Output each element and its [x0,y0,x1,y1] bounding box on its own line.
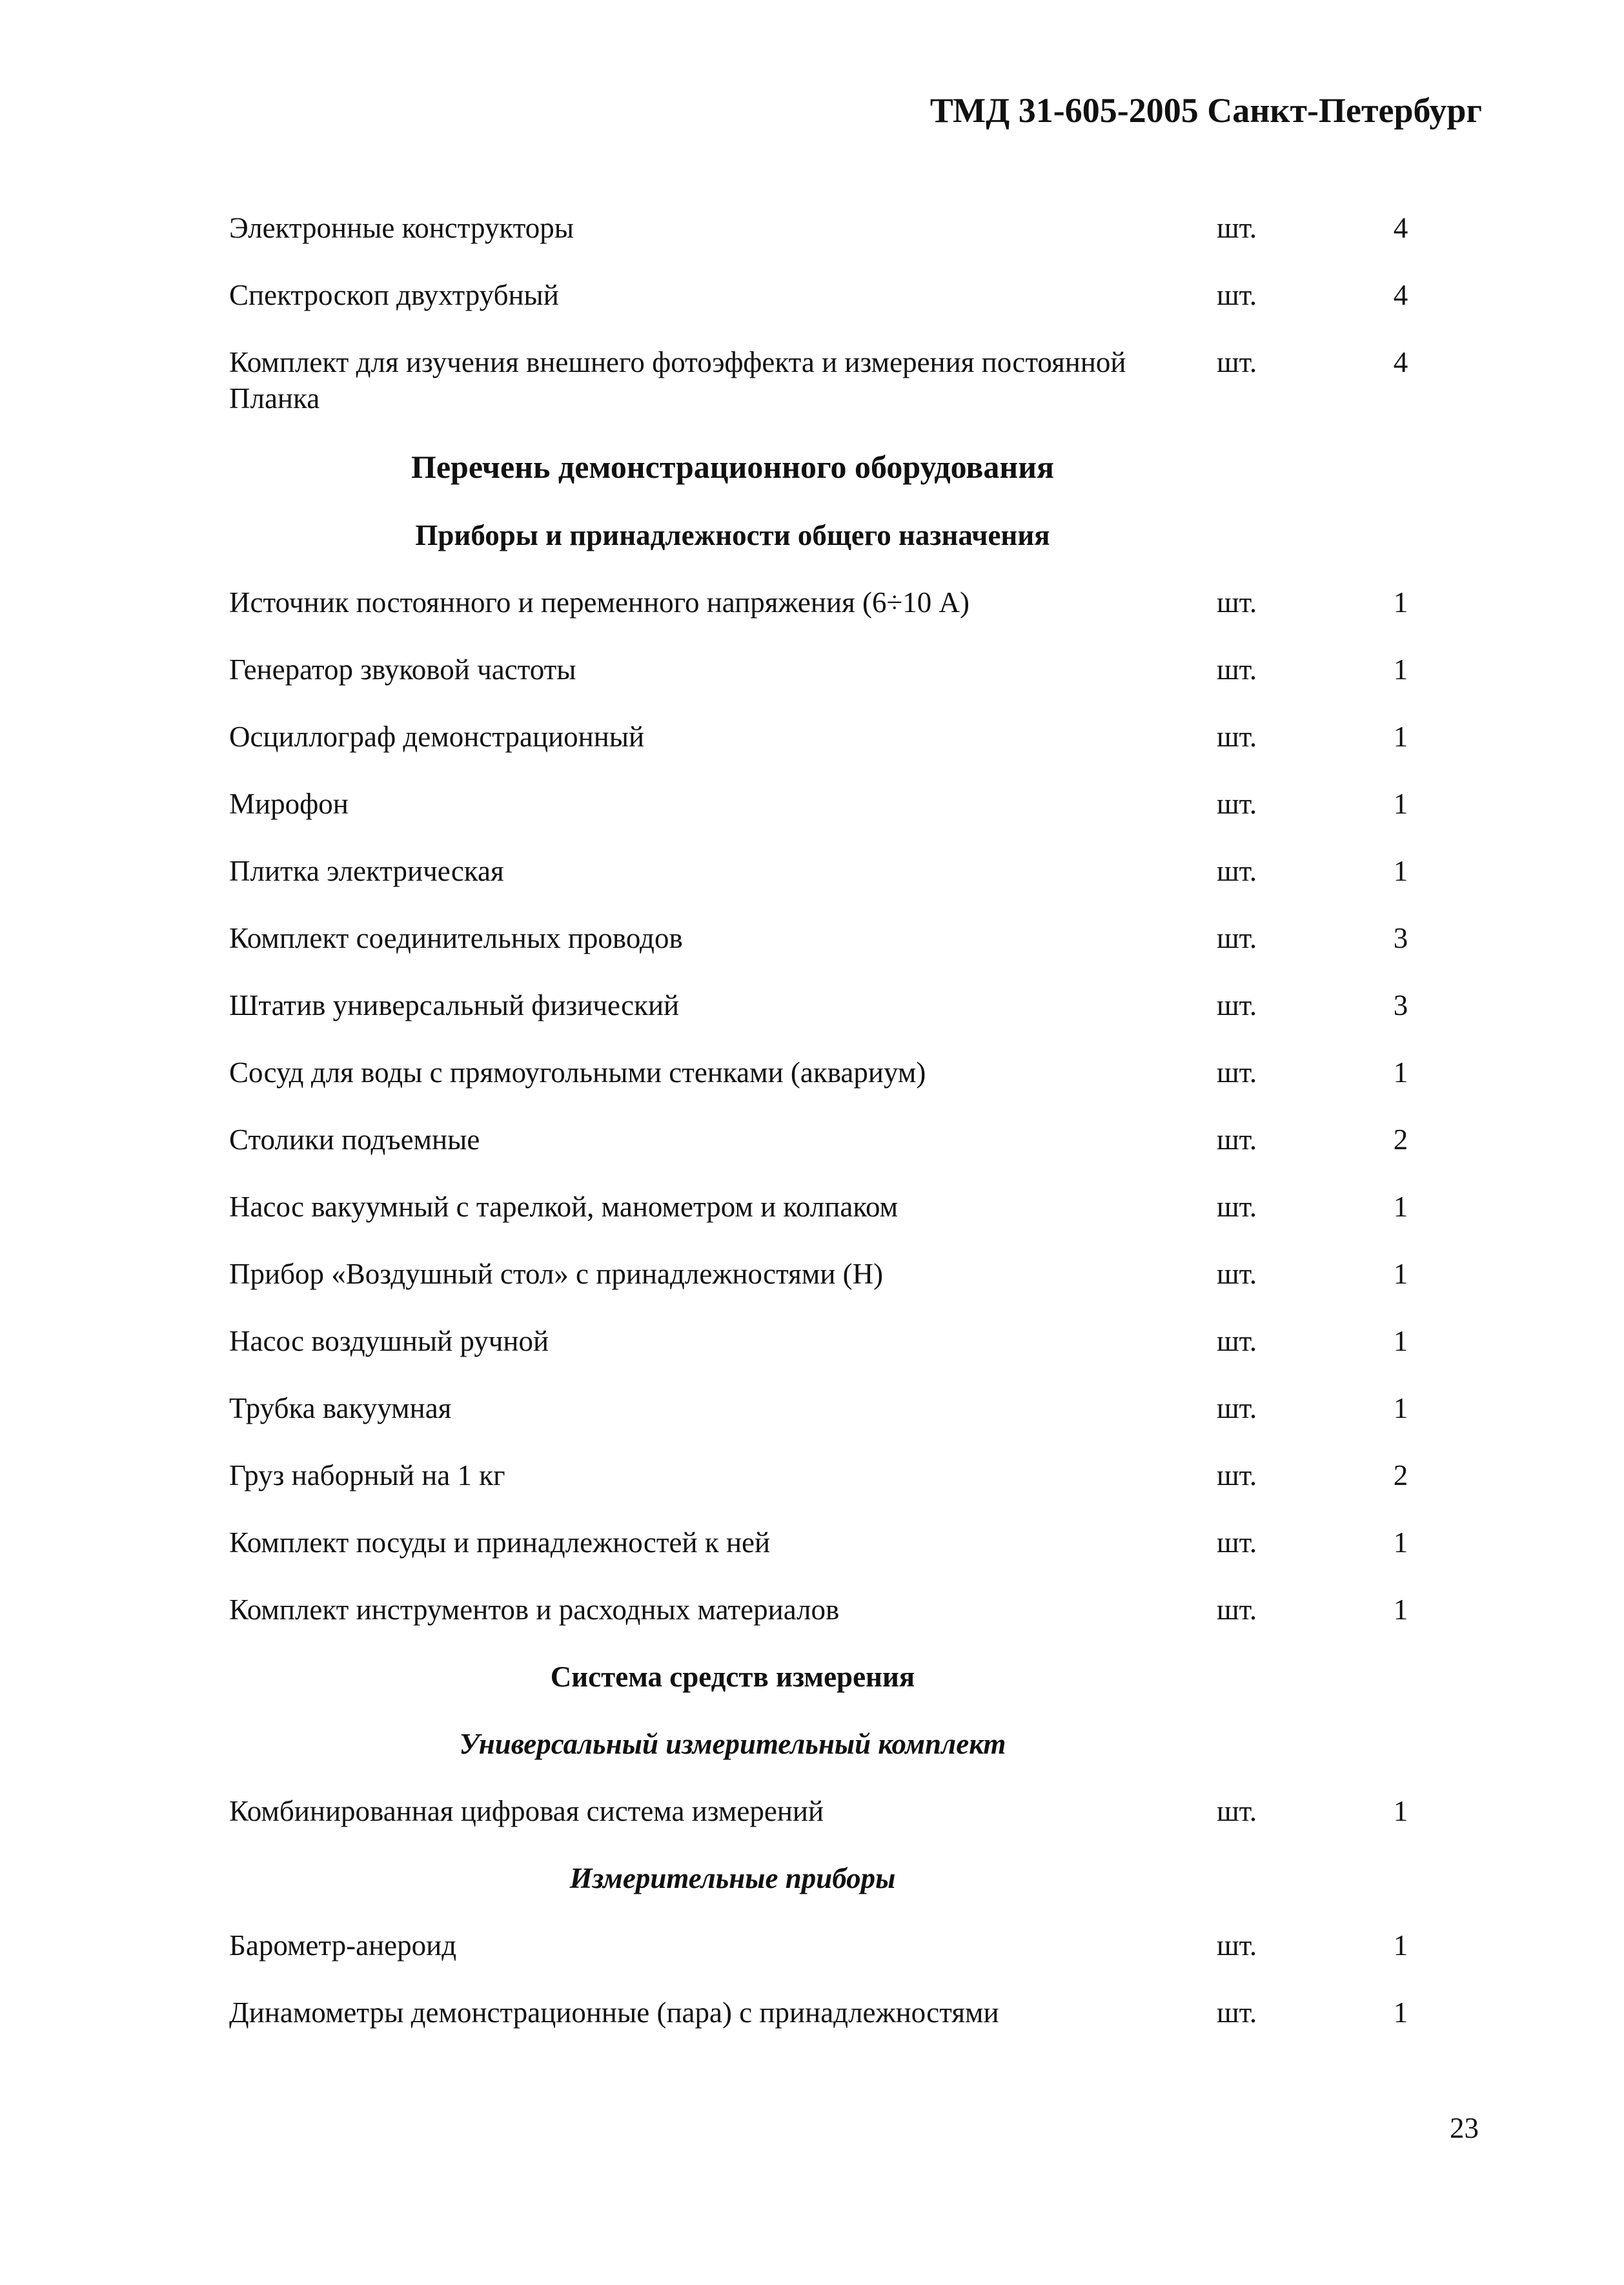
list-item [229,651,1485,688]
item-unit: шт. [1217,1593,1257,1626]
item-quantity: 3 [1393,989,1408,1021]
list-item [229,920,1485,956]
item-unit: шт. [1217,586,1257,619]
list-item [229,210,1485,246]
section-title-measurement-system: Система средств измерения [550,1661,915,1693]
list-item [229,1457,1485,1493]
item-unit: шт. [1217,1325,1257,1357]
section-subtitle-universal-kit: Универсальный измерительный комплект [459,1728,1006,1760]
item-quantity: 1 [1393,1795,1408,1827]
item-quantity: 1 [1393,1526,1408,1559]
item-unit: шт. [1217,721,1257,753]
list-item [229,277,1485,313]
item-name: Прибор «Воздушный стол» с принадлежностями (Н) [229,1258,884,1290]
list-item [229,1189,1485,1225]
item-name: Насос воздушный ручной [229,1325,549,1357]
section-subtitle-instruments: Измерительные приборы [569,1862,896,1894]
item-name: Барометр-анероид [229,1929,457,1962]
item-quantity: 1 [1393,653,1408,686]
list-item [229,1390,1485,1426]
item-quantity: 2 [1393,1459,1408,1491]
list-item [229,1256,1485,1292]
item-unit: шт. [1217,1392,1257,1424]
list-item [229,584,1485,620]
item-quantity: 3 [1393,922,1408,954]
item-name: Мирофон [229,788,349,820]
item-name: Насос вакуумный с тарелкой, манометром и колпаком [229,1191,898,1223]
item-unit: шт. [1217,922,1257,954]
item-name: Груз наборный на 1 кг [229,1459,505,1491]
item-name: Осциллограф демонстрационный [229,721,645,753]
item-name: Источник постоянного и переменного напряжения (6÷10 А) [229,586,969,619]
list-item [229,853,1485,889]
list-item [229,1122,1485,1158]
list-item [229,1323,1485,1359]
list-item [229,1054,1485,1091]
item-name: Комплект инструментов и расходных материалов [229,1593,840,1626]
item-name: Столики подъемные [229,1123,480,1156]
item-unit: шт. [1217,653,1257,686]
item-name: Электронные конструкторы [229,212,574,244]
item-unit: шт. [1217,1123,1257,1156]
item-quantity: 1 [1393,721,1408,753]
item-unit: шт. [1217,1929,1257,1962]
item-name: Плитка электрическая [229,855,504,887]
item-name: Комбинированная цифровая система измерений [229,1795,824,1827]
item-name: Комплект соединительных проводов [229,922,683,954]
list-item [229,1994,1485,2031]
item-name: Комплект посуды и принадлежностей к ней [229,1526,771,1559]
item-quantity: 1 [1393,788,1408,820]
document-header: ТМД 31-605-2005 Санкт-Петербург [929,91,1482,130]
item-unit: шт. [1217,346,1257,378]
item-name: Трубка вакуумная [229,1392,452,1424]
item-quantity: 1 [1393,1191,1408,1223]
item-unit: шт. [1217,212,1257,244]
item-unit: шт. [1217,1258,1257,1290]
item-quantity: 4 [1393,346,1408,378]
item-name: Спектроскоп двухтрубный [229,279,559,311]
item-unit: шт. [1217,788,1257,820]
list-item [229,987,1485,1023]
section-subtitle-general-devices: Приборы и принадлежности общего назначения [415,519,1050,551]
equipment-list [229,210,1485,2062]
list-item [229,1524,1485,1561]
item-quantity: 1 [1393,1258,1408,1290]
item-unit: шт. [1217,279,1257,311]
item-unit: шт. [1217,1191,1257,1223]
item-quantity: 1 [1393,1325,1408,1357]
item-unit: шт. [1217,855,1257,887]
item-unit: шт. [1217,989,1257,1021]
item-quantity: 1 [1393,1996,1408,2029]
item-quantity: 1 [1393,855,1408,887]
list-item [229,719,1485,755]
item-name: Сосуд для воды с прямоугольными стенками (аквариум) [229,1056,926,1089]
item-quantity: 2 [1393,1123,1408,1156]
item-unit: шт. [1217,1795,1257,1827]
item-name: Штатив универсальный физический [229,989,680,1021]
list-item [229,1927,1485,1963]
list-item [229,1592,1485,1628]
item-name: Динамометры демонстрационные (пара) с принадлежностями [229,1996,999,2029]
list-item [229,786,1485,822]
list-item [229,344,1485,416]
item-name: Комплект для изучения внешнего фотоэффекта и измерения постоянной Планка [229,346,1126,415]
item-quantity: 4 [1393,279,1408,311]
item-unit: шт. [1217,1459,1257,1491]
section-title-demo-equipment: Перечень демонстрационного оборудования [411,449,1055,485]
list-item [229,1793,1485,1829]
item-unit: шт. [1217,1996,1257,2029]
item-quantity: 1 [1393,586,1408,619]
item-quantity: 1 [1393,1392,1408,1424]
item-unit: шт. [1217,1056,1257,1089]
item-quantity: 4 [1393,212,1408,244]
item-unit: шт. [1217,1526,1257,1559]
item-quantity: 1 [1393,1056,1408,1089]
item-name: Генератор звуковой частоты [229,653,576,686]
page-number: 23 [1450,2112,1479,2144]
item-quantity: 1 [1393,1929,1408,1962]
item-quantity: 1 [1393,1593,1408,1626]
